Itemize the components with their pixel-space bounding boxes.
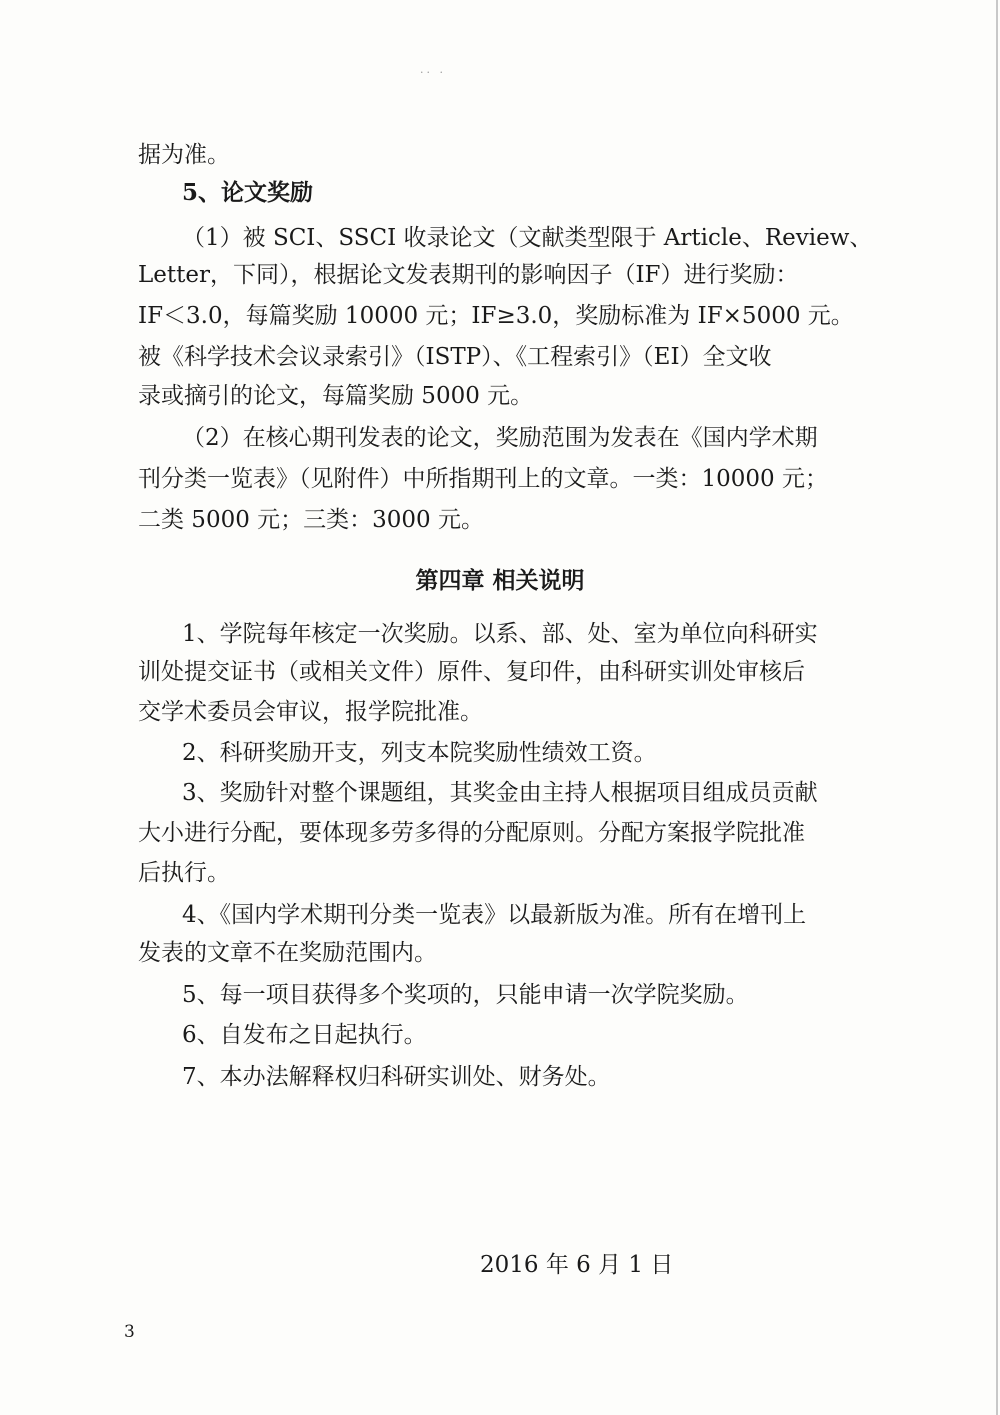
text-line: 刊分类一览表》（见附件）中所指期刊上的文章。一类：10000 元； bbox=[138, 466, 828, 492]
document-date: 2016 年 6 月 1 日 bbox=[480, 1252, 674, 1278]
text-line: 4、《国内学术期刊分类一览表》以最新版为准。所有在增刊上 bbox=[182, 902, 807, 928]
text-line: 1、学院每年核定一次奖励。以系、部、处、室为单位向科研实 bbox=[182, 621, 818, 647]
page-number: 3 bbox=[124, 1322, 135, 1342]
text-line: （1）被 SCI、SSCI 收录论文（文献类型限于 Article、Review、 bbox=[182, 225, 873, 251]
text-line: Letter，下同），根据论文发表期刊的影响因子（IF）进行奖励： bbox=[138, 262, 799, 288]
scan-edge-line bbox=[996, 0, 998, 1415]
text-line: 据为准。 bbox=[138, 142, 230, 168]
text-line: 录或摘引的论文，每篇奖励 5000 元。 bbox=[138, 383, 534, 409]
text-line: 交学术委员会审议，报学院批准。 bbox=[138, 699, 483, 725]
text-line: 被《科学技术会议录索引》（ISTP）、《工程索引》（EI）全文收 bbox=[138, 344, 772, 370]
text-line: 二类 5000 元；三类：3000 元。 bbox=[138, 507, 484, 533]
text-line: 大小进行分配，要体现多劳多得的分配原则。分配方案报学院批准 bbox=[138, 820, 805, 846]
text-line: 后执行。 bbox=[138, 860, 230, 886]
text-line: 7、本办法解释权归科研实训处、财务处。 bbox=[182, 1064, 611, 1090]
text-line: 2、科研奖励开支，列支本院奖励性绩效工资。 bbox=[182, 740, 657, 766]
scan-artifact: ·· · bbox=[420, 66, 446, 79]
text-line: 发表的文章不在奖励范围内。 bbox=[138, 940, 437, 966]
text-line: （2）在核心期刊发表的论文，奖励范围为发表在《国内学术期 bbox=[182, 425, 818, 451]
chapter-heading: 第四章 相关说明 bbox=[415, 567, 585, 594]
text-line: IF＜3.0，每篇奖励 10000 元；IF≥3.0，奖励标准为 IF×5000 元。 bbox=[138, 303, 854, 329]
text-line: 训处提交证书（或相关文件）原件、复印件，由科研实训处审核后 bbox=[138, 659, 805, 685]
text-line: 5、每一项目获得多个奖项的，只能申请一次学院奖励。 bbox=[182, 982, 749, 1008]
section-heading: 5、论文奖励 bbox=[182, 179, 314, 206]
text-line: 6、自发布之日起执行。 bbox=[182, 1022, 427, 1048]
text-line: 3、奖励针对整个课题组，其奖金由主持人根据项目组成员贡献 bbox=[182, 780, 818, 806]
